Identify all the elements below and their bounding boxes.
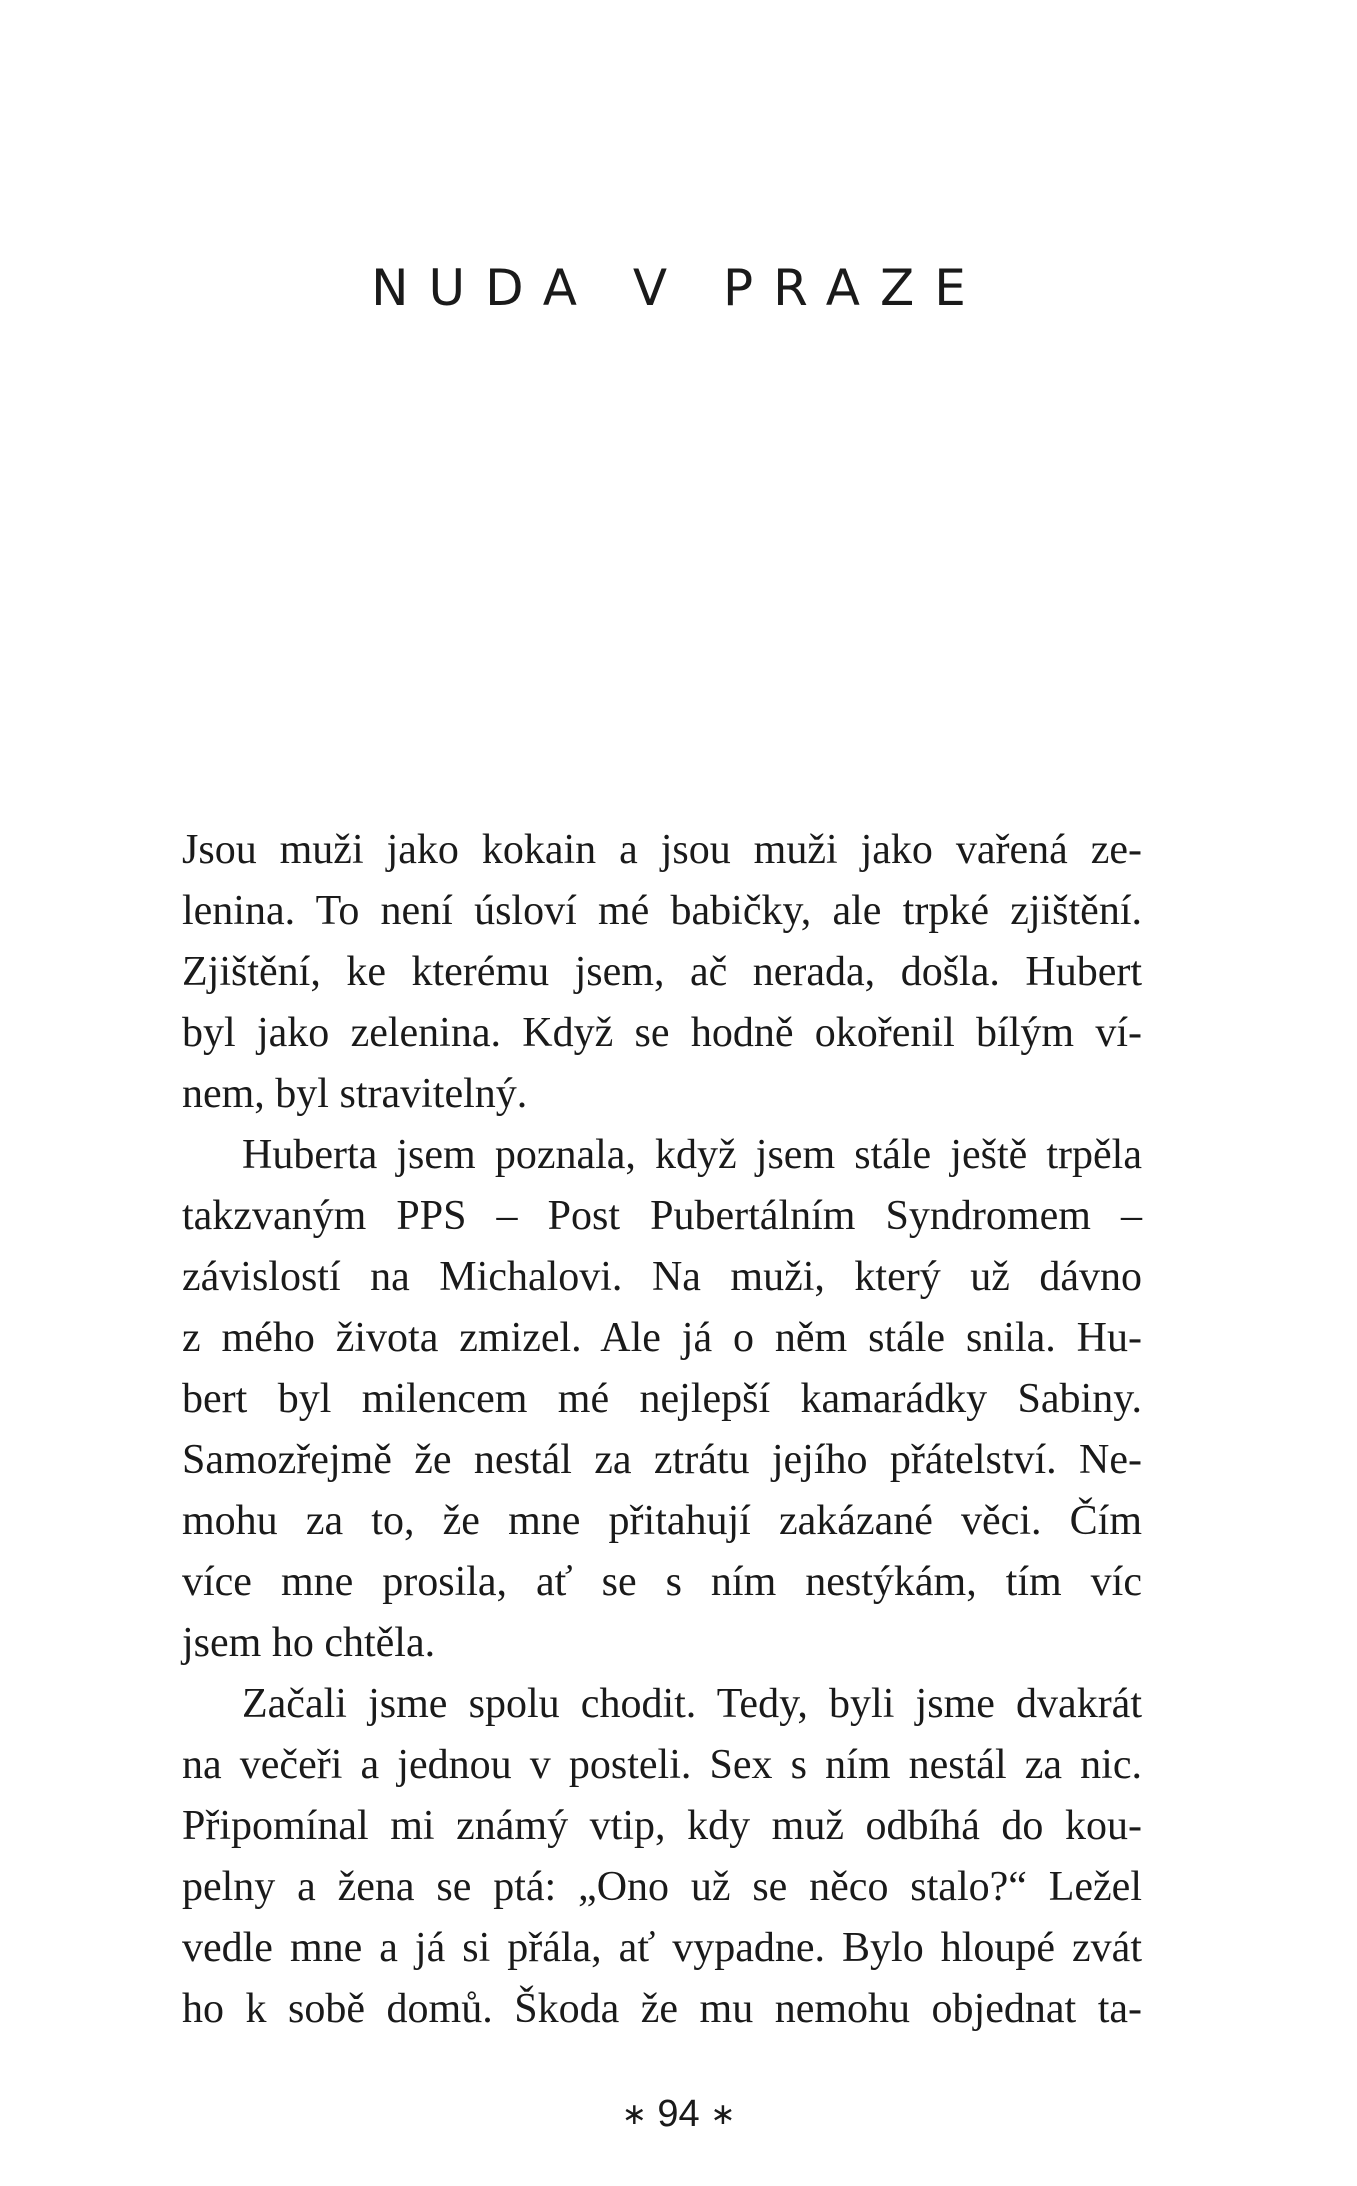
text-line: Připomínal mi známý vtip, kdy muž odbíhá do kou- — [182, 1803, 1142, 1849]
asterisk-right-icon: ∗ — [710, 2097, 736, 2132]
text-line: Jsou muži jako kokain a jsou muži jako vařená ze- — [182, 827, 1142, 873]
text-line: pelny a žena se ptá: „Ono už se něco stalo?“ Ležel — [182, 1864, 1142, 1910]
text-line: závislostí na Michalovi. Na muži, který už dávno — [182, 1254, 1142, 1300]
page-footer — [0, 2092, 1357, 2137]
text-line: lenina. To není úsloví mé babičky, ale trpké zjištění. — [182, 888, 1142, 934]
text-line: Začali jsme spolu chodit. Tedy, byli jsme dvakrát — [242, 1681, 1142, 1727]
page-number: 94 — [657, 2093, 700, 2135]
text-line: z mého života zmizel. Ale já o něm stále snila. Hu- — [182, 1315, 1142, 1361]
text-line: na večeři a jednou v posteli. Sex s ním nestál za nic. — [182, 1742, 1142, 1788]
text-line: takzvaným PPS – Post Pubertálním Syndromem – — [182, 1193, 1142, 1239]
text-line: Zjištění, ke kterému jsem, ač nerada, došla. Hubert — [182, 949, 1142, 995]
text-line: vedle mne a já si přála, ať vypadne. Bylo hloupé zvát — [182, 1925, 1142, 1971]
text-line: Samozřejmě že nestál za ztrátu jejího přátelství. Ne- — [182, 1437, 1142, 1483]
text-line: bert byl milencem mé nejlepší kamarádky Sabiny. — [182, 1376, 1142, 1422]
text-line: jsem ho chtěla. — [182, 1620, 436, 1666]
body-text — [182, 820, 1142, 2040]
text-line: nem, byl stravitelný. — [182, 1071, 528, 1117]
text-line: byl jako zelenina. Když se hodně okořenil bílým ví- — [182, 1010, 1142, 1056]
text-line: ho k sobě domů. Škoda že mu nemohu objednat ta- — [182, 1986, 1142, 2032]
text-line: mohu za to, že mne přitahují zakázané věci. Čím — [182, 1498, 1142, 1544]
text-line: Huberta jsem poznala, když jsem stále ještě trpěla — [242, 1132, 1142, 1178]
chapter-title: NUDA V PRAZE — [371, 259, 986, 317]
text-line: více mne prosila, ať se s ním nestýkám, tím víc — [182, 1559, 1142, 1605]
asterisk-left-icon: ∗ — [621, 2097, 647, 2132]
